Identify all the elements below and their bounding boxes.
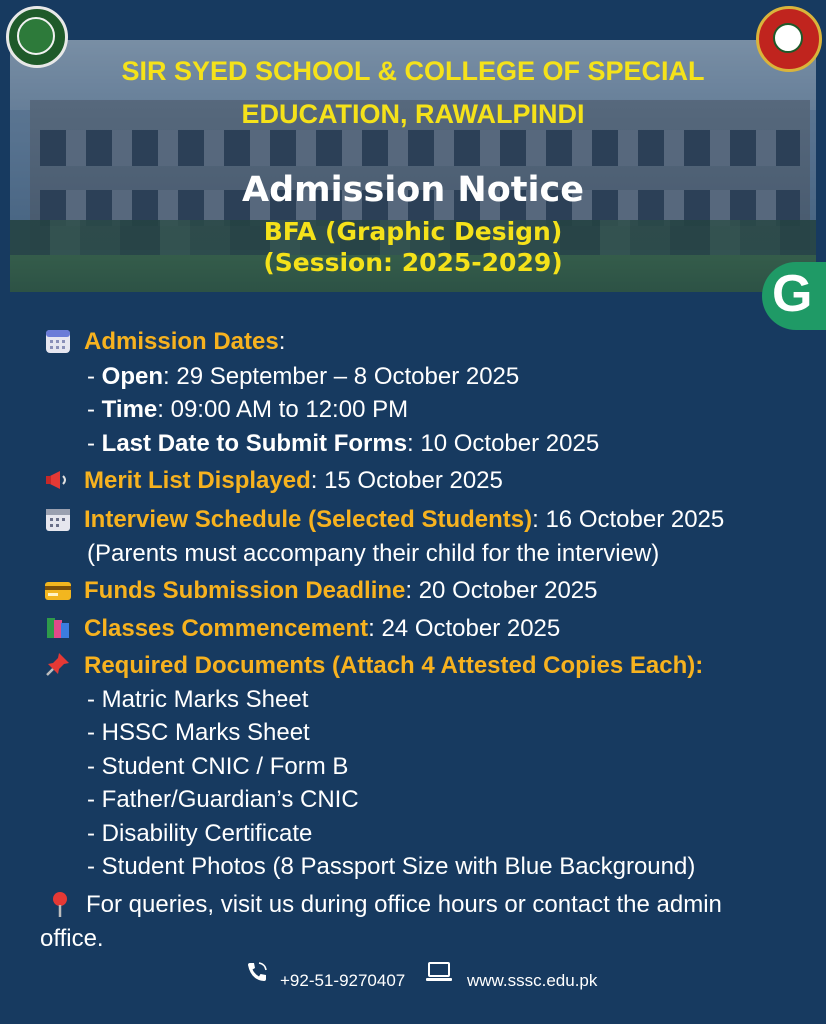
g-logo-badge: G [762,262,826,330]
megaphone-icon [44,466,72,494]
credit-card-icon [44,576,72,604]
interview-schedule: Interview Schedule (Selected Students): 16 October 2025 [84,506,725,533]
phone-number[interactable]: +92-51-9270407 [280,971,406,990]
documents-heading: Required Documents (Attach 4 Attested Copies Each): [84,652,704,679]
list-item: - Father/Guardian’s CNIC [87,786,359,813]
admission-time: - Time: 09:00 AM to 12:00 PM [87,396,409,423]
books-icon [44,614,72,642]
list-item: - Matric Marks Sheet [87,686,309,713]
spiral-calendar-icon [44,505,72,533]
open-dates: - Open: 29 September – 8 October 2025 [87,363,520,390]
classes-commencement: Classes Commencement: 24 October 2025 [84,615,561,642]
school-name: SIR SYED SCHOOL & COLLEGE OF SPECIAL EDUCATION, RAWALPINDI [121,56,705,129]
list-item: - Student Photos (8 Passport Size with Blue Background) [87,853,696,880]
calendar-icon [44,327,72,355]
funds-deadline: Funds Submission Deadline: 20 October 2025 [84,577,598,604]
pushpin-icon [44,650,72,678]
program-title: BFA (Graphic Design) (Session: 2025-2029) [263,217,563,277]
queries-line-2: office. [40,925,104,952]
queries-line-1: For queries, visit us during office hours or contact the admin [86,891,722,918]
interview-note: (Parents must accompany their child for the interview) [87,540,660,567]
list-item: - Disability Certificate [87,820,313,847]
round-pushpin-icon [46,890,74,918]
last-date: - Last Date to Submit Forms: 10 October 2025 [87,430,600,457]
admission-dates-heading: Admission Dates: [84,328,286,355]
website-link[interactable]: www.sssc.edu.pk [467,971,598,990]
page-title: Admission Notice [242,170,584,210]
list-item: - Student CNIC / Form B [87,753,349,780]
laptop-icon [425,961,453,983]
phone-icon [245,960,269,984]
list-item: - HSSC Marks Sheet [87,719,310,746]
merit-list: Merit List Displayed: 15 October 2025 [84,467,503,494]
